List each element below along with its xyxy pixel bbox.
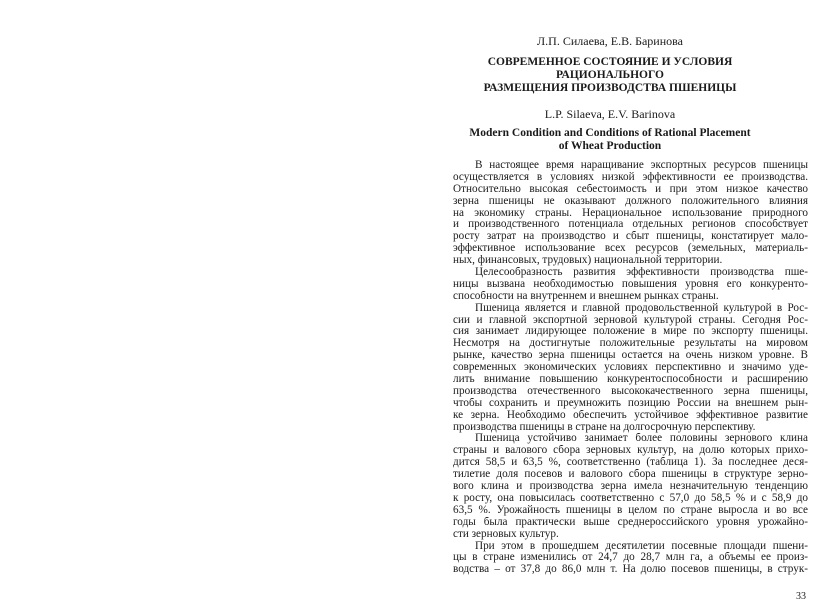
authors-ru: Л.П. Силаева, Е.В. Баринова bbox=[537, 34, 683, 48]
paragraph bbox=[453, 160, 808, 267]
text-line: страны и валового сбора зерновых культур, на долю которых прихо- bbox=[453, 445, 808, 457]
text-line: Несмотря на достигнутые положительные результаты на мировом bbox=[453, 338, 808, 350]
text-line: и производственного потенциала отдельных регионов способствует bbox=[453, 219, 808, 231]
paragraph bbox=[453, 541, 808, 577]
text-line: годы была практически выше среднероссийского уровня урожайно- bbox=[453, 516, 808, 528]
paragraph bbox=[453, 433, 808, 540]
paragraph bbox=[453, 303, 808, 434]
text-line: на экономику страны. Нерациональное использование природного bbox=[453, 207, 808, 219]
text-line: Пшеница устойчиво занимает более половины зернового клина bbox=[475, 433, 808, 445]
text-line: ницы вызвана необходимостью повышения уровня его конкурентo- bbox=[453, 278, 808, 290]
article-title-en bbox=[420, 127, 800, 153]
text-line: В настоящее время наращивание экспортных ресурсов пшеницы bbox=[475, 160, 808, 171]
text-line: цы в стране изменились от 24,7 до 28,7 млн га, а объемы ее произ- bbox=[453, 552, 808, 564]
text-line: эффективное использование всех ресурсов (земельных, материаль- bbox=[453, 243, 808, 255]
text-line: сия занимает лидирующее положение в мире по экспорту пшеницы. bbox=[453, 326, 808, 338]
text-line: При этом в прошедшем десятилетии посевные площади пшени- bbox=[475, 540, 808, 552]
text-line: современных экономических условиях перспективно и значимо уде- bbox=[453, 362, 808, 374]
paragraph bbox=[453, 267, 808, 303]
text-line: осуществляется в условиях низкой эффективности ее производства. bbox=[453, 171, 808, 183]
text-line: 63,5 %. Урожайность пшеницы в целом по стране выросла и во все bbox=[453, 504, 808, 516]
text-line: чтобы сохранить и преумножить позицию России на внешнем рын- bbox=[453, 397, 808, 409]
text-line: тилетие доля посевов и валового сбора пшеницы в структуре зерно- bbox=[453, 469, 808, 481]
text-line: производства пшеницы в стране на долгосрочную перспективу. bbox=[453, 421, 756, 433]
text-line: лить внимание повышению конкурентоспособности и расширению bbox=[453, 374, 808, 386]
title-ru-line: РАЗМЕЩЕНИЯ ПРОИЗВОДСТВА ПШЕНИЦЫ bbox=[483, 82, 737, 94]
text-line: росту затрат на производство и сбыт пшеницы, констатирует мало- bbox=[453, 231, 808, 243]
article-body bbox=[453, 160, 808, 576]
text-line: Пшеница является и главной продовольственной культурой в Рос- bbox=[475, 302, 808, 314]
text-line: зерна пшеницы не оказывают должного положительного влияния bbox=[453, 195, 808, 207]
title-en-line: of Wheat Production bbox=[558, 140, 662, 152]
text-line: дится 58,5 и 63,5 %, соответственно (таблица 1). За последнее деся- bbox=[453, 457, 808, 469]
title-ru-line: СОВРЕМЕННОЕ СОСТОЯНИЕ И УСЛОВИЯ bbox=[487, 56, 733, 68]
text-line: способности на внутреннем и внешнем рынках страны. bbox=[453, 290, 719, 302]
text-line: Относительно высокая себестоимость и при этом низкое качество bbox=[453, 183, 808, 195]
text-line: рынке, качество зерна пшеницы остается на очень низком уровне. В bbox=[453, 350, 808, 362]
text-line: ных, финансовых, трудовых) национальной территории. bbox=[453, 255, 723, 267]
authors-en: L.P. Silaeva, E.V. Barinova bbox=[544, 107, 676, 121]
text-line: к росту, она повысилась соответственно с 57,0 до 58,5 % и с 58,9 до bbox=[453, 492, 808, 504]
title-ru-line: РАЦИОНАЛЬНОГО bbox=[556, 69, 664, 81]
document-page bbox=[420, 0, 820, 609]
text-line: вого клина и производства зерна имела незначительную тенденцию bbox=[453, 481, 808, 493]
title-en-line: Modern Condition and Conditions of Rational Placement bbox=[469, 127, 751, 139]
text-line: ке зерна. Необходимо обеспечить устойчивое эффективное развитие bbox=[453, 409, 808, 421]
article-title-ru bbox=[420, 56, 800, 95]
text-line: производства отечественного высококачественного зерна пшеницы, bbox=[453, 385, 808, 397]
text-line: водства – от 37,8 до 86,0 млн т. На долю посевов пшеницы, в струк- bbox=[453, 564, 808, 576]
text-line: сти зерновых культур. bbox=[453, 528, 559, 540]
text-line: сии и главной экспортной зерновой культурой страны. Сегодня Рос- bbox=[453, 314, 808, 326]
page-number: 33 bbox=[796, 591, 806, 602]
text-line: Целесообразность развития эффективности производства пше- bbox=[475, 267, 808, 279]
